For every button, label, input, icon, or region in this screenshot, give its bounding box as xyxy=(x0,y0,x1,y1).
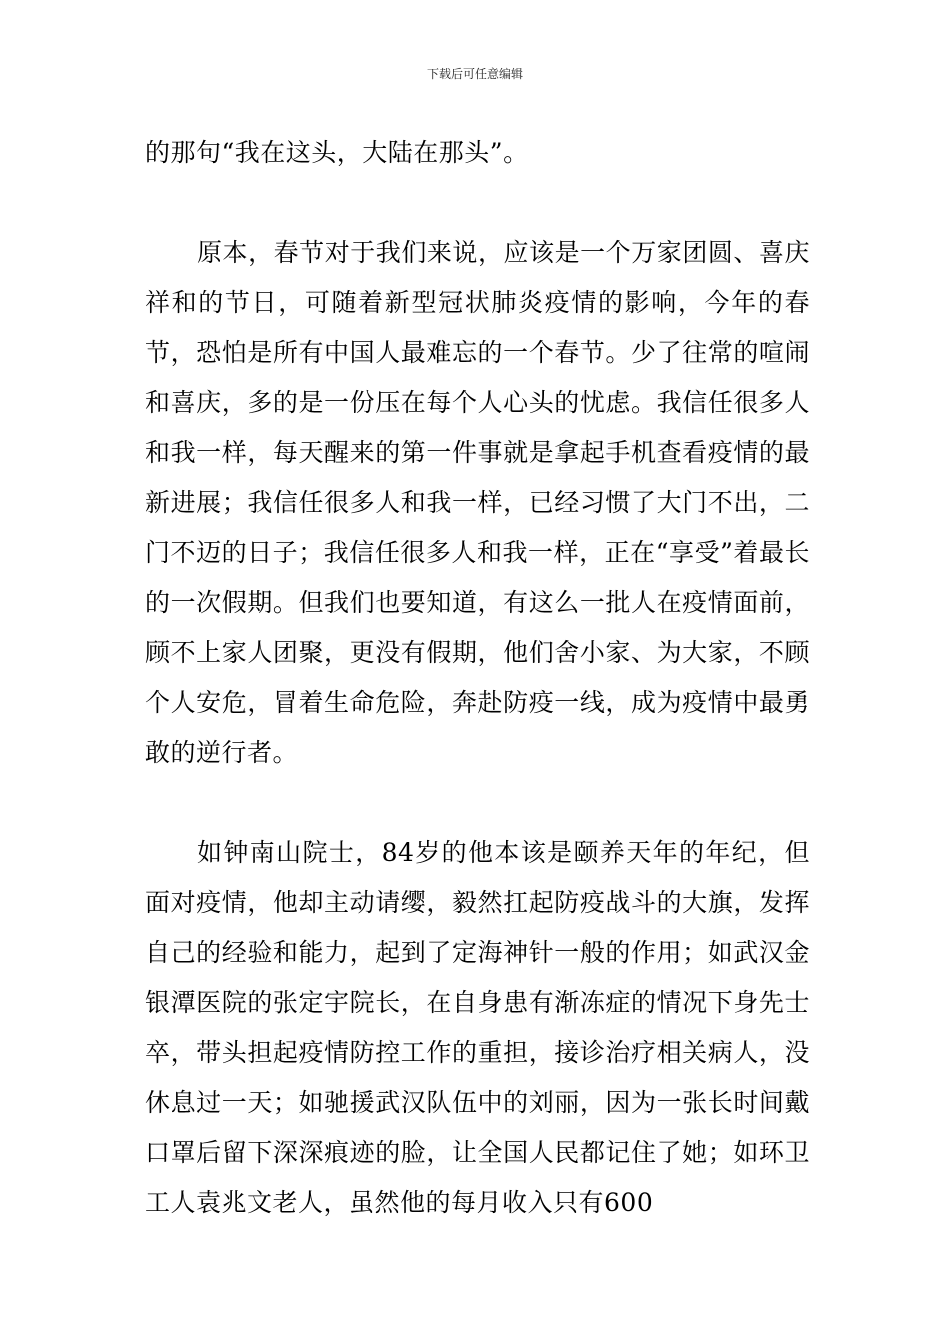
paragraph-gap xyxy=(145,778,810,828)
document-body xyxy=(145,128,810,1228)
paragraph-continuation: 的那句“我在这头，大陆在那头”。 xyxy=(145,138,529,167)
paragraph-spring-festival: 原本，春节对于我们来说，应该是一个万家团圆、喜庆祥和的节日，可随着新型冠状肺炎疫情的影响，今年的春节，恐怕是所有中国人最难忘的一个春节。少了往常的喧闹和喜庆，多的是一份压在每个人心头的忧虑。我信任很多人和我一样，每天醒来的第一件事就是拿起手机查看疫情的最新进展；我信任很多人和我一样，已经习惯了大门不出，二门不迈的日子；我信任很多人和我一样，正在“享受”着最长的一次假期。但我们也要知道，有这么一批人在疫情面前，顾不上家人团聚，更没有假期，他们舍小家、为大家，不顾个人安危，冒着生命危险，奔赴防疫一线，成为疫情中最勇敢的逆行者。 xyxy=(145,238,810,767)
paragraph-examples: 如钟南山院士，84岁的他本该是颐养天年的年纪，但面对疫情，他却主动请缨，毅然扛起防疫战斗的大旗，发挥自己的经验和能力，起到了定海神针一般的作用；如武汉金银潭医院的张定宇院长，在自身患有渐冻症的情况下身先士卒，带头担起疫情防控工作的重担，接诊治疗相关病人，没休息过一天；如驰援武汉队伍中的刘丽，因为一张长时间戴口罩后留下深深痕迹的脸，让全国人民都记住了她；如环卫工人袁兆文老人，虽然他的每月收入只有600 xyxy=(145,838,810,1217)
page-header-note: 下载后可任意编辑 xyxy=(426,67,523,81)
paragraph-gap xyxy=(145,178,810,228)
